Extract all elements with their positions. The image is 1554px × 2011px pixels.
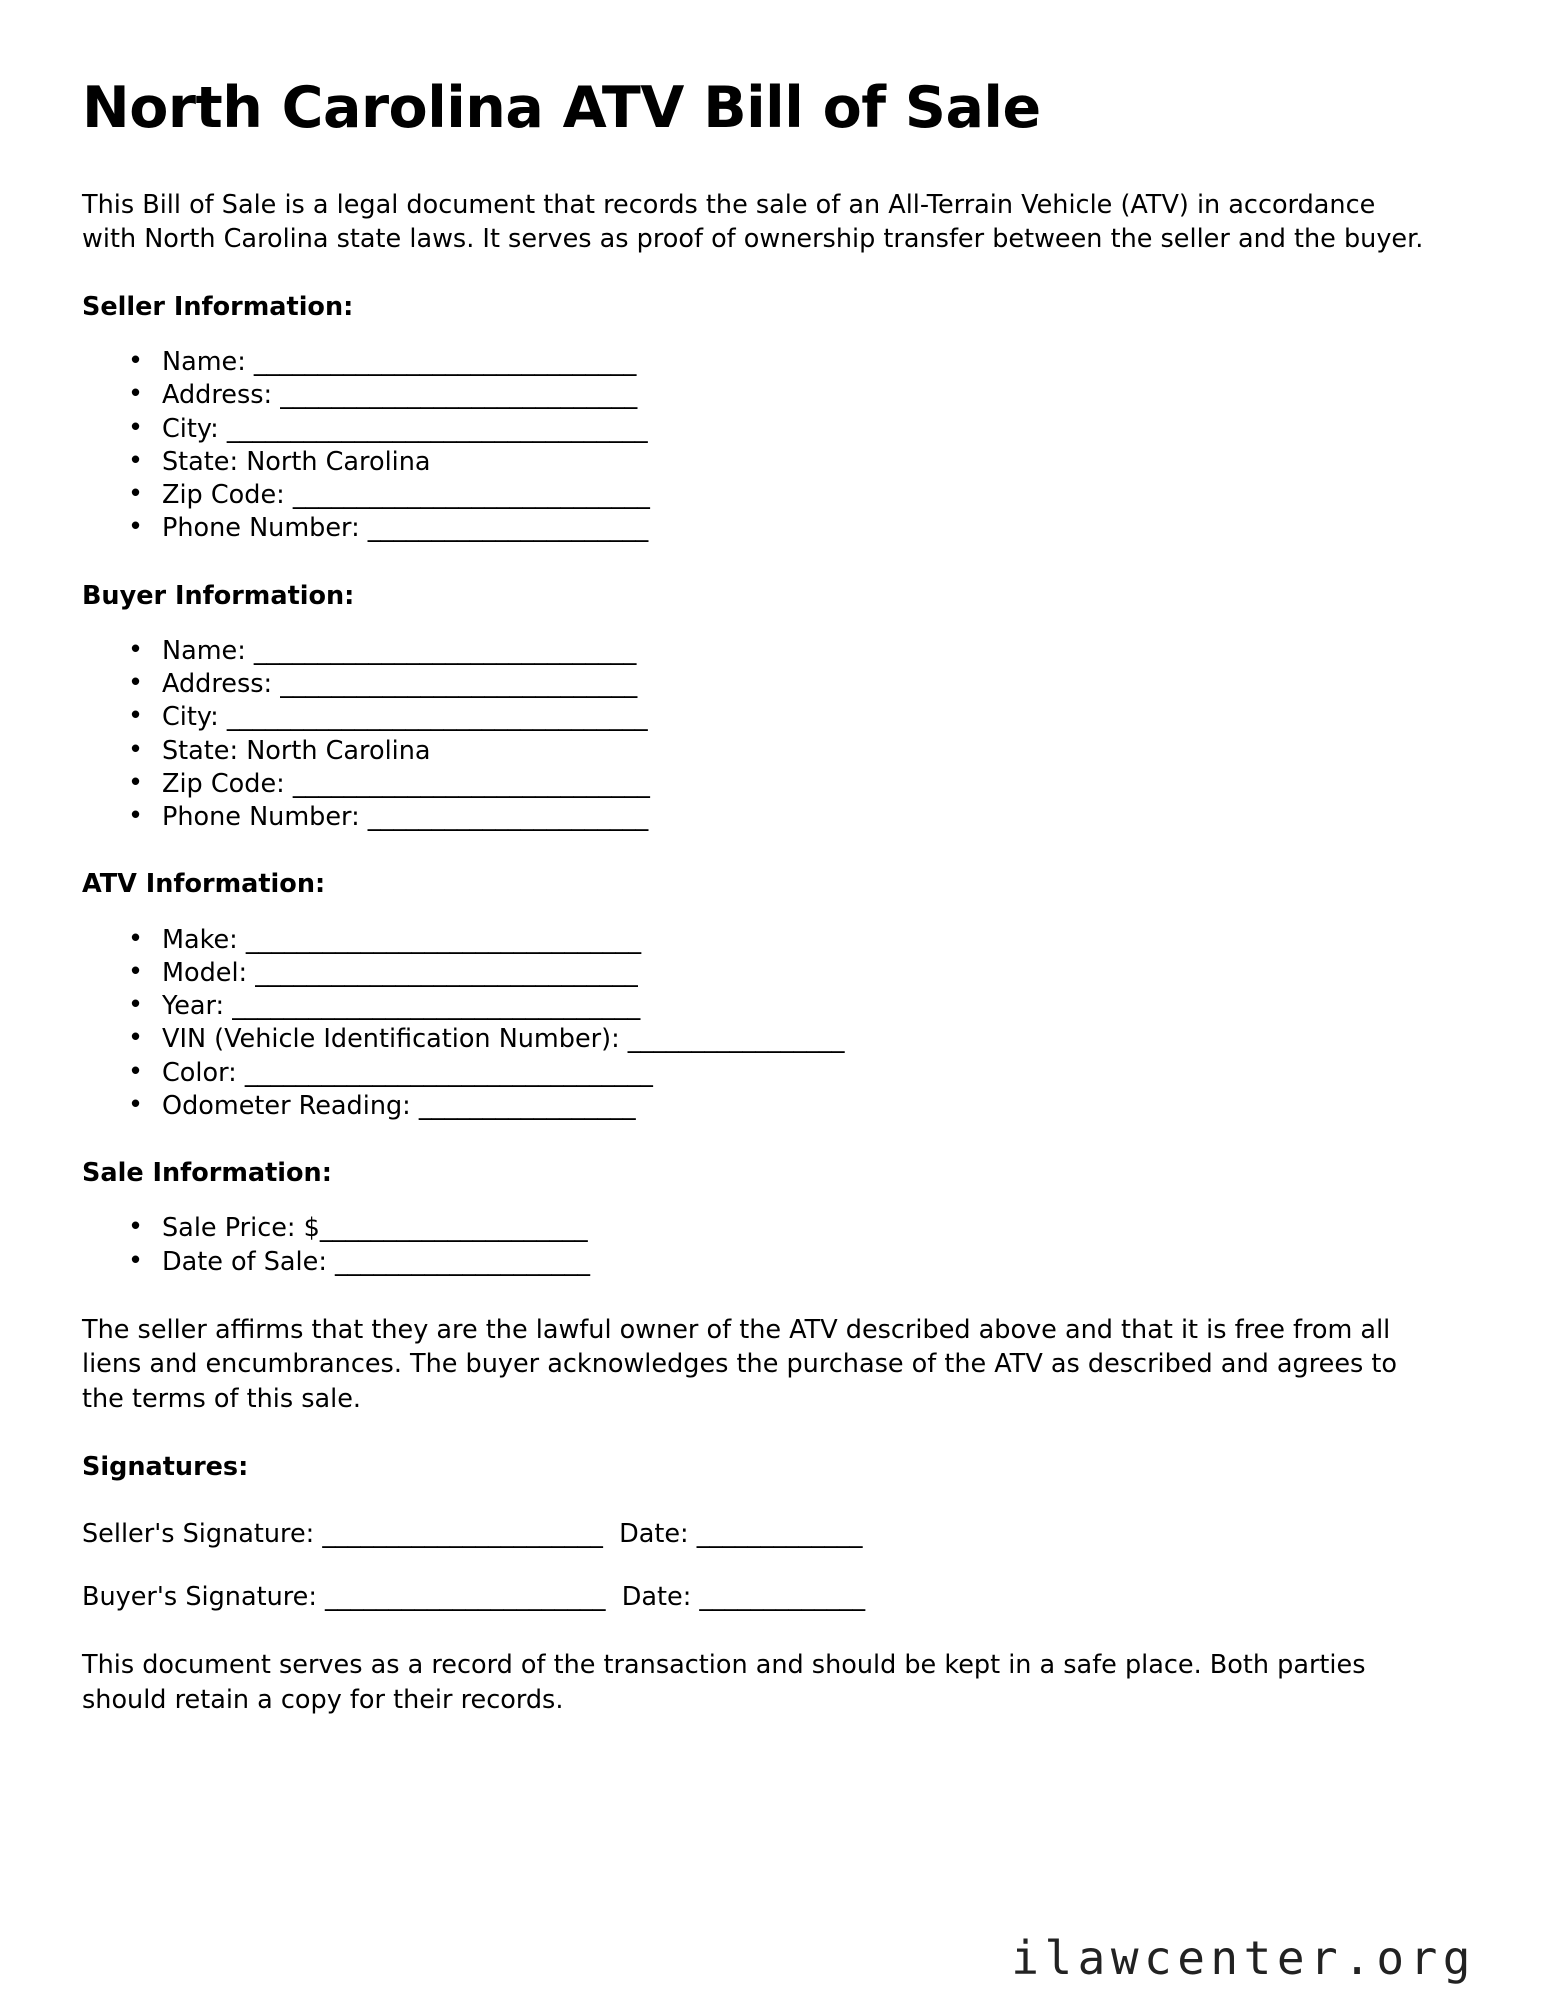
spacer: [82, 902, 1476, 924]
seller-signature-date-label: Date: _____________: [619, 1518, 863, 1549]
spacer: [82, 1614, 1476, 1648]
spacer: [82, 1484, 1476, 1518]
sale-information-list: [82, 1212, 1476, 1279]
page-title: North Carolina ATV Bill of Sale: [82, 75, 1041, 141]
list-item: • Address: ____________________________: [128, 379, 1476, 412]
buyer-information-list: [82, 635, 1476, 835]
spacer: [82, 546, 1476, 580]
signatures-heading: Signatures:: [82, 1451, 249, 1482]
sale-information-heading: Sale Information:: [82, 1158, 332, 1189]
spacer: [82, 1551, 1476, 1581]
list-item: • Phone Number: ______________________: [128, 512, 1476, 545]
spacer: [82, 1123, 1476, 1157]
spacer: [82, 834, 1476, 868]
list-item: • Name: ______________________________: [128, 635, 1476, 668]
list-item: • Phone Number: ______________________: [128, 801, 1476, 834]
list-item: • Date of Sale: ____________________: [128, 1246, 1476, 1279]
seller-signature-label: Seller's Signature: ______________________: [82, 1518, 603, 1549]
list-item: • State: North Carolina: [128, 735, 1476, 768]
list-item: • Year: ________________________________: [128, 990, 1476, 1023]
site-watermark: ilawcenter.org: [1011, 1931, 1476, 1985]
spacer: [82, 324, 1476, 346]
list-item: • Name: ______________________________: [128, 346, 1476, 379]
list-item: • Zip Code: ____________________________: [128, 479, 1476, 512]
atv-information-heading: ATV Information:: [82, 869, 326, 900]
spacer: [82, 1190, 1476, 1212]
buyer-signature-row: [82, 1581, 1476, 1614]
list-item: • State: North Carolina: [128, 446, 1476, 479]
spacer: [82, 140, 1476, 188]
list-item: • Color: ________________________________: [128, 1057, 1476, 1090]
buyer-signature-label: Buyer's Signature: ______________________: [82, 1582, 606, 1613]
list-item: • City: _________________________________: [128, 413, 1476, 446]
list-item: • Model: ______________________________: [128, 957, 1476, 990]
spacer: [82, 1417, 1476, 1451]
list-item: • Sale Price: $_____________________: [128, 1212, 1476, 1245]
list-item: • VIN (Vehicle Identification Number): _________________: [128, 1023, 1476, 1056]
list-item: • City: _________________________________: [128, 701, 1476, 734]
list-item: • Zip Code: ____________________________: [128, 768, 1476, 801]
list-item: • Odometer Reading: _________________: [128, 1090, 1476, 1123]
affirmation-paragraph: The seller affirms that they are the lawful owner of the ATV described above and that it is free from all liens and encumbrances. The buyer acknowledges the purchase of the ATV as described and agrees to the terms of this sale.: [82, 1314, 1397, 1415]
buyer-signature-date-label: Date: _____________: [621, 1582, 866, 1613]
atv-information-list: [82, 924, 1476, 1124]
intro-paragraph: This Bill of Sale is a legal document that records the sale of an All-Terrain Vehicle (ATV) in accordance with North Carolina state laws. It serves as proof of ownership transfer between the seller and the buyer.: [82, 189, 1424, 255]
list-item: • Make: _______________________________: [128, 924, 1476, 957]
seller-signature-row: [82, 1518, 1476, 1551]
spacer: [82, 1279, 1476, 1313]
spacer: [82, 257, 1476, 291]
spacer: [82, 613, 1476, 635]
list-item: • Address: ____________________________: [128, 668, 1476, 701]
seller-information-list: [82, 346, 1476, 546]
closing-paragraph: This document serves as a record of the transaction and should be kept in a safe place. Both parties should retain a copy for their records.: [82, 1650, 1366, 1715]
buyer-information-heading: Buyer Information:: [82, 580, 355, 611]
seller-information-heading: Seller Information:: [82, 291, 354, 322]
